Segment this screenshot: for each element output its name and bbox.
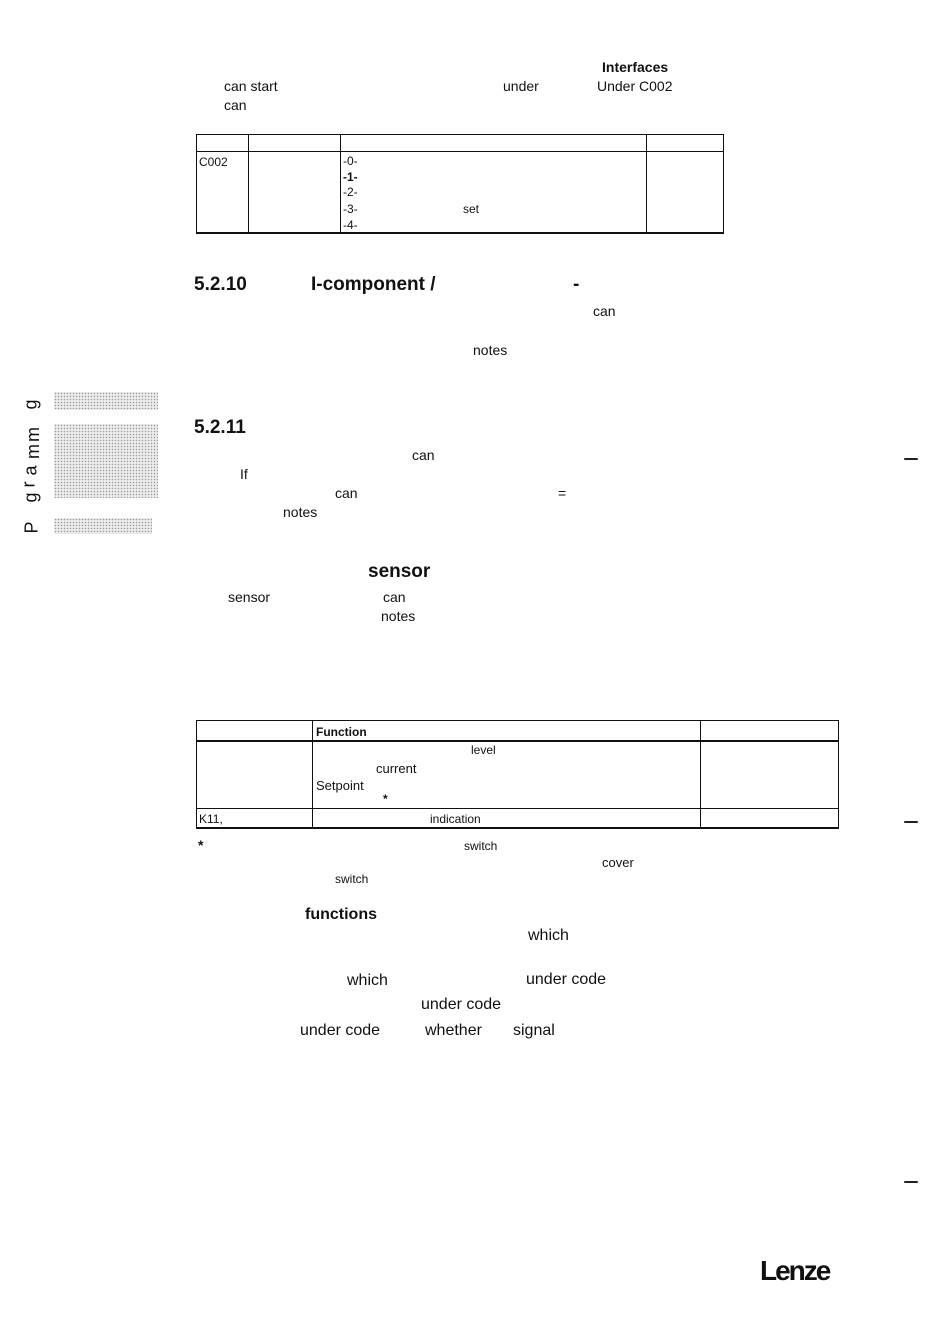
sidebar-letter: g	[20, 492, 41, 503]
table-option: -2-	[343, 185, 358, 199]
table-text: Setpoint	[316, 778, 364, 793]
intro-text: can start	[224, 78, 278, 94]
body-text: can	[412, 447, 435, 463]
table-text: set	[463, 202, 480, 216]
table-option: -4-	[343, 218, 358, 232]
body-text: can	[383, 589, 406, 605]
interfaces-heading: Interfaces	[602, 59, 669, 75]
table-rule	[196, 827, 839, 829]
table-rule	[312, 720, 313, 829]
body-text: which	[528, 927, 569, 944]
functions-heading: functions	[305, 906, 377, 923]
body-text: sensor	[228, 589, 271, 605]
sidebar-letter: r	[18, 481, 39, 488]
sidebar-letter: m	[23, 444, 43, 459]
table-rule	[196, 134, 724, 135]
table-rule	[196, 720, 839, 721]
intro-text: Under C002	[597, 78, 673, 94]
body-text: can	[335, 485, 358, 501]
lenze-logo: Lenze	[760, 1255, 830, 1286]
body-text: notes	[283, 504, 318, 520]
body-text: under code	[526, 971, 607, 988]
sidebar-letter: m	[23, 427, 43, 442]
shaded-tab	[54, 518, 152, 534]
footnote-text: switch	[335, 872, 369, 886]
shaded-tab	[54, 392, 158, 410]
table-rule	[196, 808, 839, 809]
section-title: I-component /	[311, 274, 436, 295]
table-rule	[838, 720, 839, 829]
section-title: sensor	[368, 561, 431, 582]
sidebar-letter: P	[21, 521, 42, 534]
body-text: under code	[421, 996, 502, 1013]
section-number: 5.2.10	[194, 274, 247, 295]
shaded-tab	[54, 424, 158, 498]
sidebar-letter: a	[20, 465, 41, 476]
sidebar-letter: g	[20, 399, 41, 410]
table-rule	[646, 134, 647, 234]
margin-mark	[904, 821, 918, 823]
table-option: -0-	[343, 154, 358, 168]
table-option: -3-	[343, 202, 358, 216]
footnote-text: switch	[464, 839, 498, 853]
table-header-function: Function	[316, 725, 367, 739]
table-rule	[248, 134, 249, 234]
body-text: notes	[381, 608, 416, 624]
section-dash: -	[573, 274, 580, 295]
margin-mark	[904, 1181, 918, 1183]
body-text: signal	[513, 1022, 555, 1039]
intro-text: can	[224, 97, 247, 113]
table-rule	[196, 740, 839, 742]
table-text: K11,	[199, 812, 223, 826]
table-option: -1-	[343, 170, 358, 184]
table-text: current	[376, 761, 417, 776]
table-text: indication	[430, 812, 481, 826]
body-text: can	[593, 303, 616, 319]
table-rule	[196, 134, 197, 234]
table-rule	[700, 720, 701, 829]
margin-mark	[904, 458, 918, 460]
body-text: notes	[473, 342, 508, 358]
table-rule	[340, 134, 341, 234]
table-rule	[196, 151, 724, 152]
footnote-star: *	[198, 837, 204, 853]
footnote-text: cover	[602, 855, 634, 870]
body-text: If	[240, 466, 248, 482]
table-rule	[196, 232, 724, 234]
body-text: =	[558, 485, 567, 501]
table-rule	[196, 720, 197, 829]
body-text: under code	[300, 1022, 381, 1039]
table-text: level	[471, 743, 496, 757]
section-number: 5.2.11	[194, 417, 246, 438]
intro-text: under	[503, 78, 539, 94]
table-code: C002	[199, 155, 228, 169]
table-text: *	[383, 792, 388, 806]
table-rule	[723, 134, 724, 234]
body-text: whether	[425, 1022, 482, 1039]
body-text: which	[347, 972, 388, 989]
